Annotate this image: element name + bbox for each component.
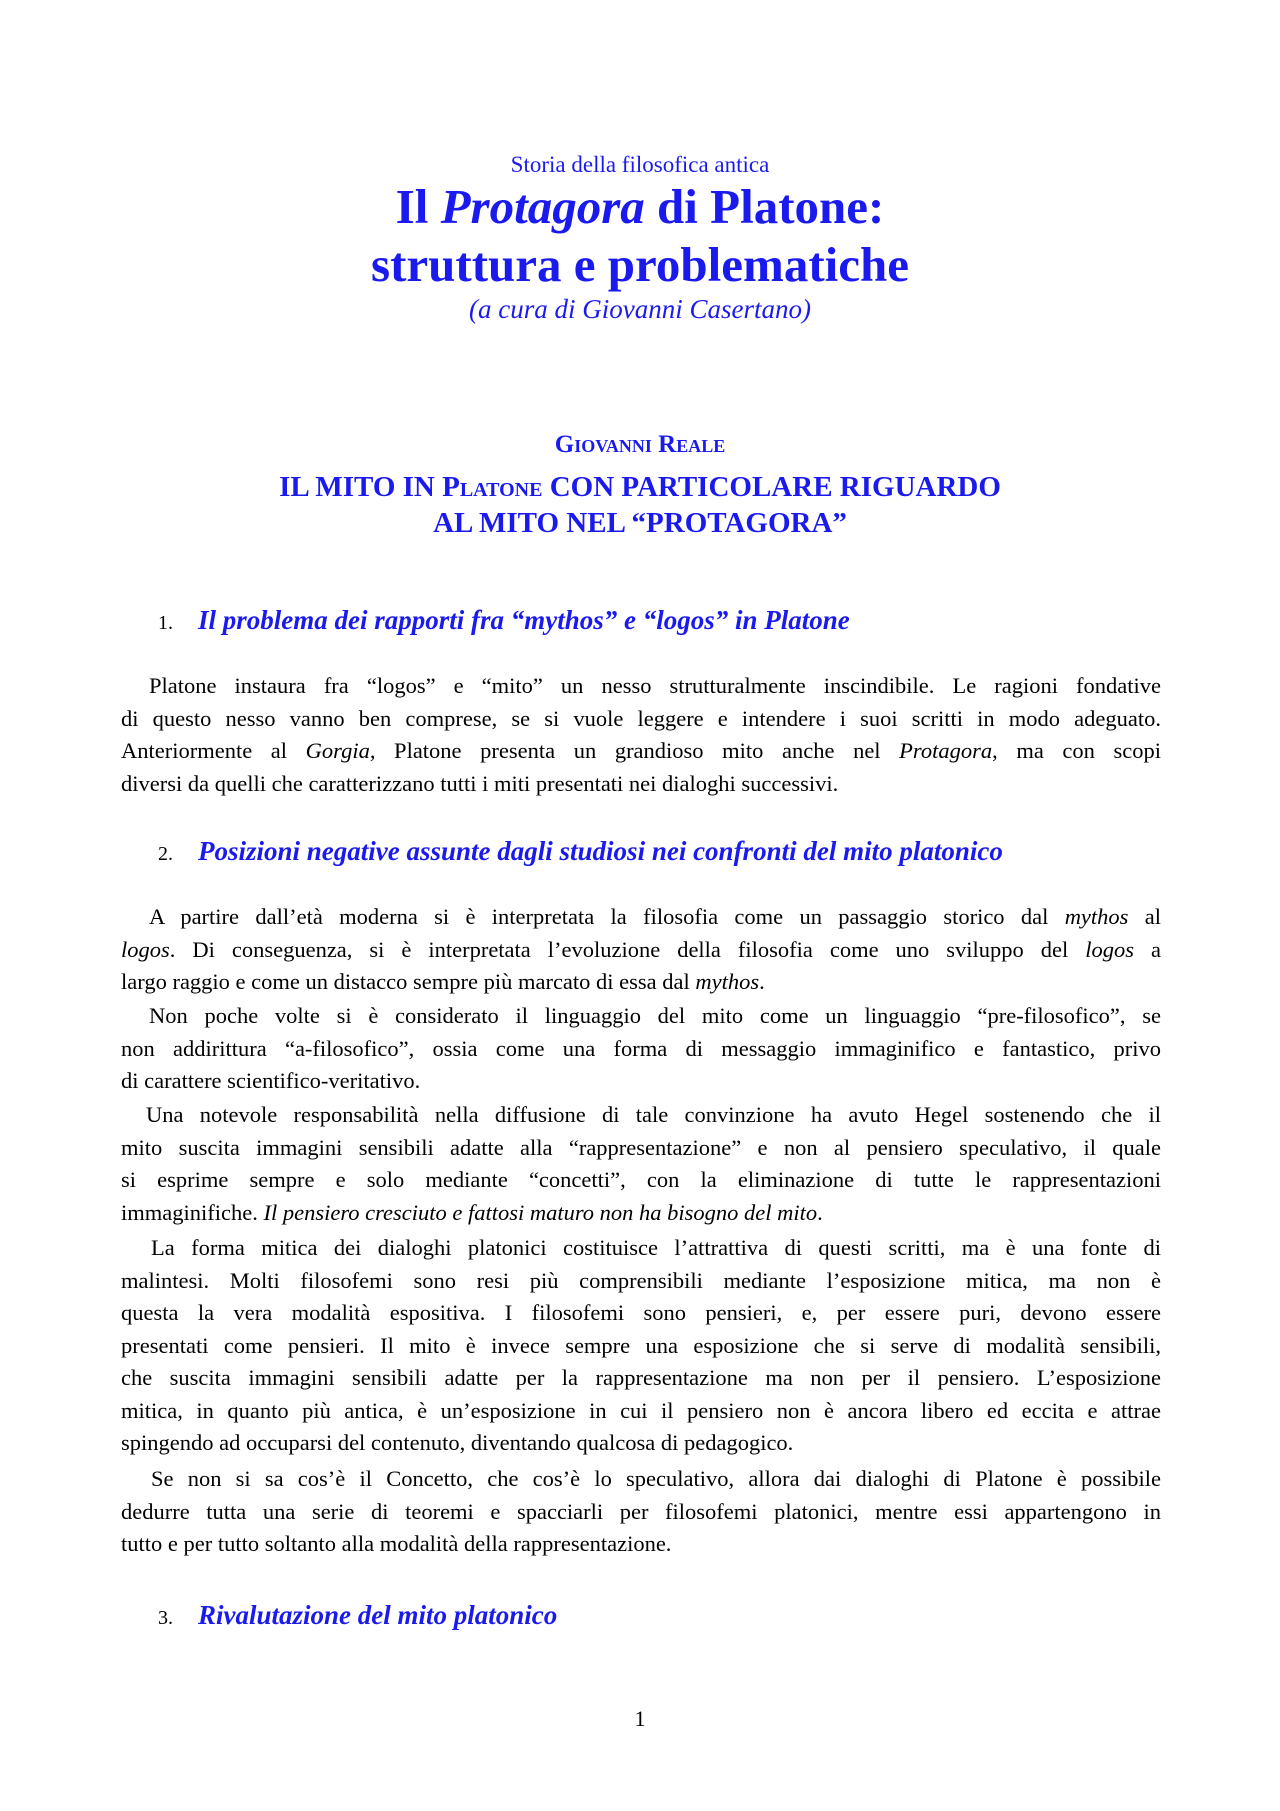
paragraph-2: A partire dall’età moderna si è interpretata la filosofia come un passaggio storico dal mythos al logos. Di conseguenza, si è interpretata l’evoluzione della filosofia come uno sviluppo del logos a largo raggio e come un distacco sempre più marcato di essa dal mythos. bbox=[121, 904, 1161, 994]
section-heading-2 bbox=[158, 836, 1003, 867]
section-heading-1 bbox=[158, 605, 850, 636]
article-title bbox=[0, 469, 1280, 541]
paragraph-1: Platone instaura fra “logos” e “mito” un nesso strutturalmente inscindibile. Le ragioni fondative di questo nesso vanno ben comprese, se si vuole leggere e intendere i suoi scritti in modo adeguato. Anteriormente al Gorgia, Platone presenta un grandioso mito anche nel Protagora, ma con scopi diversi da quelli che caratterizzano tutti i miti presentati nei dialoghi successivi. bbox=[121, 673, 1162, 796]
paragraph-3: Non poche volte si è considerato il linguaggio del mito come un linguaggio “pre-filosofico”, se non addirittura “a-filosofico”, ossia come una forma di messaggio immaginifico e fantastico, privo di carattere scientifico-veritativo. bbox=[121, 1003, 1161, 1093]
article-author: Giovanni Reale bbox=[554, 431, 726, 458]
article-title-line-2: AL MITO NEL “PROTAGORA” bbox=[433, 507, 847, 539]
paragraph-4: Una notevole responsabilità nella diffusione di tale convinzione ha avuto Hegel sostenendo che il mito suscita immagini sensibili adatte alla “rappresentazione” e non al pensiero speculativo, il quale si esprime sempre e solo mediante “concetti”, con la eliminazione di tutte le rappresentazioni immaginifiche. Il pensiero cresciuto e fattosi maturo non ha bisogno del mito. bbox=[121, 1102, 1161, 1225]
paragraph-6: Se non si sa cos’è il Concetto, che cos’è lo speculativo, allora dai dialoghi di Platone è possibile dedurre tutta una serie di teoremi e spacciarli per filosofemi platonici, mentre essi appartengono in tutto e per tutto soltanto alla modalità della rappresentazione. bbox=[121, 1466, 1161, 1556]
section-number: 2. bbox=[158, 843, 173, 865]
paragraph-5: La forma mitica dei dialoghi platonici costituisce l’attrattiva di questi scritti, ma è una fonte di malintesi. Molti filosofemi sono resi più comprensibili mediante l’esposizione mitica, ma non è questa la vera modalità espositiva. I filosofemi sono pensieri, e, per essere puri, devono essere presentati come pensieri. Il mito è invece sempre una esposizione che si serve di modalità sensibili, che suscita immagini sensibili adatte per la rappresentazione ma non per il pensiero. L’esposizione mitica, in quanto più antica, è un’esposizione in cui il pensiero non è ancora libero ed eccita e attrae spingendo ad occuparsi del contenuto, diventando qualcosa di pedagogico. bbox=[121, 1235, 1161, 1455]
editor-credit: (a cura di Giovanni Casertano) bbox=[469, 294, 811, 324]
page-number: 1 bbox=[634, 1706, 646, 1731]
series-subtitle: Storia della filosofica antica bbox=[510, 152, 770, 177]
section-title: Il problema dei rapporti fra “mythos” e “logos” in Platone bbox=[198, 605, 850, 635]
section-title: Posizioni negative assunte dagli studiosi nei confronti del mito platonico bbox=[198, 836, 1003, 866]
section-title: Rivalutazione del mito platonico bbox=[198, 1600, 558, 1630]
book-title-line-1: Il Protagora di Platone: bbox=[395, 179, 885, 234]
section-number: 3. bbox=[158, 1607, 173, 1629]
article-title-line-1: IL MITO IN Platone CON PARTICOLARE RIGUARDO bbox=[279, 471, 1001, 503]
section-heading-3 bbox=[158, 1600, 557, 1631]
book-title bbox=[0, 178, 1280, 294]
book-title-line-2: struttura e problematiche bbox=[371, 237, 909, 292]
section-number: 1. bbox=[158, 612, 173, 634]
